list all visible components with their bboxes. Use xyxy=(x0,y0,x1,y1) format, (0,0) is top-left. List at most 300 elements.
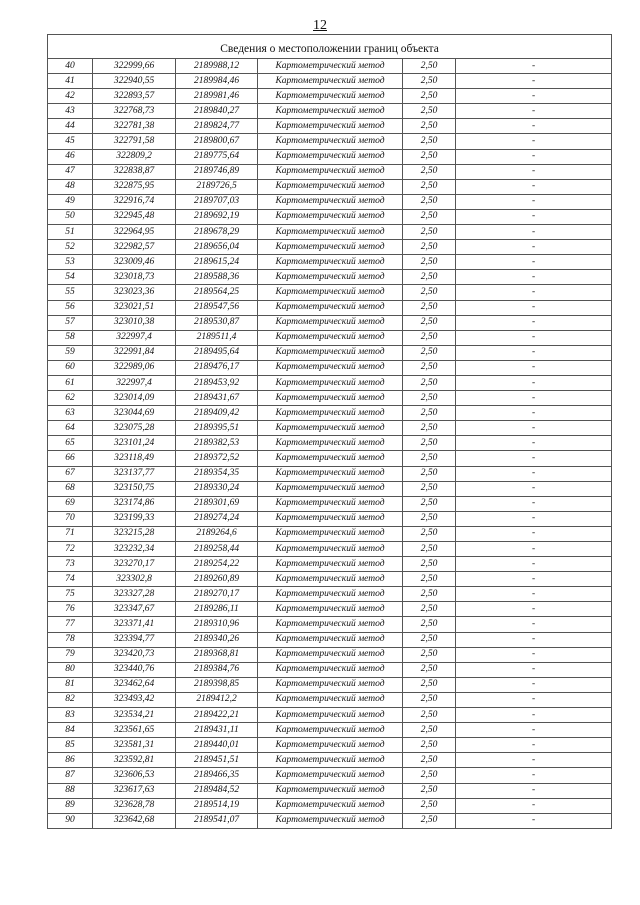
table-row xyxy=(48,496,612,511)
coord-y: 2189398,85 xyxy=(176,677,258,692)
coord-y: 2189988,12 xyxy=(176,59,258,74)
point-number: 52 xyxy=(48,240,93,255)
accuracy: 2,50 xyxy=(403,194,456,209)
coord-x: 322781,38 xyxy=(93,119,176,134)
method: Картометрический метод xyxy=(258,285,403,300)
description: - xyxy=(456,587,612,602)
method: Картометрический метод xyxy=(258,662,403,677)
point-number: 89 xyxy=(48,798,93,813)
description: - xyxy=(456,617,612,632)
point-number: 82 xyxy=(48,692,93,707)
coord-y: 2189588,36 xyxy=(176,270,258,285)
point-number: 74 xyxy=(48,572,93,587)
accuracy: 2,50 xyxy=(403,677,456,692)
accuracy: 2,50 xyxy=(403,89,456,104)
point-number: 80 xyxy=(48,662,93,677)
method: Картометрический метод xyxy=(258,692,403,707)
method: Картометрический метод xyxy=(258,179,403,194)
accuracy: 2,50 xyxy=(403,300,456,315)
table-row xyxy=(48,723,612,738)
description: - xyxy=(456,270,612,285)
accuracy: 2,50 xyxy=(403,738,456,753)
accuracy: 2,50 xyxy=(403,798,456,813)
coord-x: 323044,69 xyxy=(93,406,176,421)
point-number: 67 xyxy=(48,466,93,481)
description: - xyxy=(456,798,612,813)
accuracy: 2,50 xyxy=(403,511,456,526)
description: - xyxy=(456,315,612,330)
accuracy: 2,50 xyxy=(403,270,456,285)
method: Картометрический метод xyxy=(258,345,403,360)
description: - xyxy=(456,179,612,194)
table-row xyxy=(48,466,612,481)
coord-x: 323371,41 xyxy=(93,617,176,632)
method: Картометрический метод xyxy=(258,708,403,723)
accuracy: 2,50 xyxy=(403,164,456,179)
point-number: 41 xyxy=(48,74,93,89)
coord-y: 2189431,11 xyxy=(176,723,258,738)
point-number: 90 xyxy=(48,813,93,828)
method: Картометрический метод xyxy=(258,119,403,134)
accuracy: 2,50 xyxy=(403,360,456,375)
method: Картометрический метод xyxy=(258,74,403,89)
description: - xyxy=(456,708,612,723)
coord-x: 323101,24 xyxy=(93,436,176,451)
point-number: 40 xyxy=(48,59,93,74)
coord-x: 322999,66 xyxy=(93,59,176,74)
point-number: 42 xyxy=(48,89,93,104)
point-number: 45 xyxy=(48,134,93,149)
coord-x: 323215,28 xyxy=(93,526,176,541)
coord-x: 322916,74 xyxy=(93,194,176,209)
method: Картометрический метод xyxy=(258,632,403,647)
point-number: 46 xyxy=(48,149,93,164)
coord-x: 323440,76 xyxy=(93,662,176,677)
accuracy: 2,50 xyxy=(403,179,456,194)
method: Картометрический метод xyxy=(258,300,403,315)
coord-x: 323347,67 xyxy=(93,602,176,617)
coord-x: 322945,48 xyxy=(93,209,176,224)
table-row xyxy=(48,557,612,572)
coord-y: 2189726,5 xyxy=(176,179,258,194)
accuracy: 2,50 xyxy=(403,451,456,466)
description: - xyxy=(456,662,612,677)
coord-x: 322989,06 xyxy=(93,360,176,375)
coord-y: 2189476,17 xyxy=(176,360,258,375)
point-number: 58 xyxy=(48,330,93,345)
table-row xyxy=(48,104,612,119)
coord-x: 322997,4 xyxy=(93,375,176,390)
table-row xyxy=(48,436,612,451)
coord-x: 323561,65 xyxy=(93,723,176,738)
table-row xyxy=(48,677,612,692)
table-row xyxy=(48,391,612,406)
point-number: 86 xyxy=(48,753,93,768)
coord-x: 322791,58 xyxy=(93,134,176,149)
method: Картометрический метод xyxy=(258,209,403,224)
table-row xyxy=(48,194,612,209)
table-row xyxy=(48,74,612,89)
table-row xyxy=(48,209,612,224)
method: Картометрический метод xyxy=(258,481,403,496)
method: Картометрический метод xyxy=(258,753,403,768)
table-row xyxy=(48,662,612,677)
point-number: 65 xyxy=(48,436,93,451)
description: - xyxy=(456,164,612,179)
coord-x: 323606,53 xyxy=(93,768,176,783)
description: - xyxy=(456,74,612,89)
description: - xyxy=(456,89,612,104)
description: - xyxy=(456,285,612,300)
accuracy: 2,50 xyxy=(403,240,456,255)
point-number: 59 xyxy=(48,345,93,360)
accuracy: 2,50 xyxy=(403,587,456,602)
coord-y: 2189384,76 xyxy=(176,662,258,677)
description: - xyxy=(456,345,612,360)
accuracy: 2,50 xyxy=(403,632,456,647)
coord-y: 2189330,24 xyxy=(176,481,258,496)
accuracy: 2,50 xyxy=(403,59,456,74)
table-row xyxy=(48,451,612,466)
table-title: Сведения о местоположении границ объекта xyxy=(48,41,612,59)
description: - xyxy=(456,209,612,224)
coord-y: 2189453,92 xyxy=(176,375,258,390)
method: Картометрический метод xyxy=(258,587,403,602)
method: Картометрический метод xyxy=(258,375,403,390)
coord-y: 2189707,03 xyxy=(176,194,258,209)
accuracy: 2,50 xyxy=(403,662,456,677)
table-row xyxy=(48,406,612,421)
table-row xyxy=(48,798,612,813)
accuracy: 2,50 xyxy=(403,496,456,511)
coord-y: 2189564,25 xyxy=(176,285,258,300)
coord-x: 323628,78 xyxy=(93,798,176,813)
accuracy: 2,50 xyxy=(403,542,456,557)
accuracy: 2,50 xyxy=(403,572,456,587)
table-row xyxy=(48,300,612,315)
point-number: 76 xyxy=(48,602,93,617)
point-number: 51 xyxy=(48,225,93,240)
table-row xyxy=(48,179,612,194)
method: Картометрический метод xyxy=(258,738,403,753)
point-number: 88 xyxy=(48,783,93,798)
table-row xyxy=(48,285,612,300)
coord-y: 2189372,52 xyxy=(176,451,258,466)
method: Картометрический метод xyxy=(258,104,403,119)
method: Картометрический метод xyxy=(258,330,403,345)
point-number: 75 xyxy=(48,587,93,602)
table-row xyxy=(48,783,612,798)
table-row xyxy=(48,647,612,662)
coord-x: 323199,33 xyxy=(93,511,176,526)
table-row xyxy=(48,225,612,240)
method: Картометрический метод xyxy=(258,194,403,209)
description: - xyxy=(456,59,612,74)
description: - xyxy=(456,557,612,572)
table-row xyxy=(48,526,612,541)
table-row xyxy=(48,330,612,345)
coord-y: 2189254,22 xyxy=(176,557,258,572)
coord-y: 2189382,53 xyxy=(176,436,258,451)
coord-y: 2189466,35 xyxy=(176,768,258,783)
accuracy: 2,50 xyxy=(403,345,456,360)
coord-y: 2189301,69 xyxy=(176,496,258,511)
coord-y: 2189547,56 xyxy=(176,300,258,315)
table-row xyxy=(48,240,612,255)
coord-y: 2189409,42 xyxy=(176,406,258,421)
point-number: 85 xyxy=(48,738,93,753)
coord-y: 2189258,44 xyxy=(176,542,258,557)
description: - xyxy=(456,149,612,164)
description: - xyxy=(456,481,612,496)
table-row xyxy=(48,602,612,617)
description: - xyxy=(456,692,612,707)
method: Картометрический метод xyxy=(258,617,403,632)
coord-x: 322940,55 xyxy=(93,74,176,89)
description: - xyxy=(456,119,612,134)
coord-x: 322991,84 xyxy=(93,345,176,360)
table-row xyxy=(48,345,612,360)
method: Картометрический метод xyxy=(258,813,403,828)
accuracy: 2,50 xyxy=(403,481,456,496)
table-row xyxy=(48,692,612,707)
point-number: 60 xyxy=(48,360,93,375)
table-row xyxy=(48,149,612,164)
coord-x: 323010,38 xyxy=(93,315,176,330)
coord-y: 2189270,17 xyxy=(176,587,258,602)
method: Картометрический метод xyxy=(258,149,403,164)
boundary-coordinates-table xyxy=(47,34,612,829)
table-row xyxy=(48,360,612,375)
point-number: 83 xyxy=(48,708,93,723)
accuracy: 2,50 xyxy=(403,391,456,406)
coord-x: 323581,31 xyxy=(93,738,176,753)
coord-x: 323232,34 xyxy=(93,542,176,557)
accuracy: 2,50 xyxy=(403,692,456,707)
method: Картометрический метод xyxy=(258,723,403,738)
accuracy: 2,50 xyxy=(403,330,456,345)
accuracy: 2,50 xyxy=(403,209,456,224)
method: Картометрический метод xyxy=(258,783,403,798)
coord-x: 323150,75 xyxy=(93,481,176,496)
method: Картометрический метод xyxy=(258,391,403,406)
method: Картометрический метод xyxy=(258,436,403,451)
accuracy: 2,50 xyxy=(403,753,456,768)
accuracy: 2,50 xyxy=(403,149,456,164)
coord-x: 323394,77 xyxy=(93,632,176,647)
coord-x: 322838,87 xyxy=(93,164,176,179)
coord-x: 322982,57 xyxy=(93,240,176,255)
description: - xyxy=(456,738,612,753)
description: - xyxy=(456,406,612,421)
table-row xyxy=(48,511,612,526)
table-row xyxy=(48,255,612,270)
table-row xyxy=(48,421,612,436)
method: Картометрический метод xyxy=(258,602,403,617)
point-number: 72 xyxy=(48,542,93,557)
table-row xyxy=(48,813,612,828)
point-number: 68 xyxy=(48,481,93,496)
method: Картометрический метод xyxy=(258,572,403,587)
table-row xyxy=(48,738,612,753)
table-row xyxy=(48,708,612,723)
point-number: 84 xyxy=(48,723,93,738)
coord-y: 2189800,67 xyxy=(176,134,258,149)
accuracy: 2,50 xyxy=(403,466,456,481)
method: Картометрический метод xyxy=(258,134,403,149)
point-number: 63 xyxy=(48,406,93,421)
accuracy: 2,50 xyxy=(403,768,456,783)
method: Картометрический метод xyxy=(258,647,403,662)
coord-y: 2189530,87 xyxy=(176,315,258,330)
coord-y: 2189422,21 xyxy=(176,708,258,723)
method: Картометрический метод xyxy=(258,59,403,74)
point-number: 87 xyxy=(48,768,93,783)
description: - xyxy=(456,602,612,617)
coord-y: 2189981,46 xyxy=(176,89,258,104)
accuracy: 2,50 xyxy=(403,708,456,723)
point-number: 64 xyxy=(48,421,93,436)
table-row xyxy=(48,587,612,602)
coord-y: 2189412,2 xyxy=(176,692,258,707)
coord-y: 2189286,11 xyxy=(176,602,258,617)
coord-y: 2189274,24 xyxy=(176,511,258,526)
accuracy: 2,50 xyxy=(403,285,456,300)
coord-y: 2189310,96 xyxy=(176,617,258,632)
description: - xyxy=(456,300,612,315)
point-number: 53 xyxy=(48,255,93,270)
table-row xyxy=(48,617,612,632)
coord-y: 2189368,81 xyxy=(176,647,258,662)
point-number: 81 xyxy=(48,677,93,692)
method: Картометрический метод xyxy=(258,451,403,466)
coord-y: 2189824,77 xyxy=(176,119,258,134)
coord-x: 323009,46 xyxy=(93,255,176,270)
coord-y: 2189511,4 xyxy=(176,330,258,345)
coord-y: 2189340,26 xyxy=(176,632,258,647)
method: Картометрический метод xyxy=(258,798,403,813)
method: Картометрический метод xyxy=(258,526,403,541)
description: - xyxy=(456,391,612,406)
coord-y: 2189984,46 xyxy=(176,74,258,89)
page-number: 12 xyxy=(313,18,327,33)
description: - xyxy=(456,677,612,692)
description: - xyxy=(456,240,612,255)
method: Картометрический метод xyxy=(258,421,403,436)
point-number: 50 xyxy=(48,209,93,224)
table-row xyxy=(48,59,612,74)
point-number: 78 xyxy=(48,632,93,647)
table-row xyxy=(48,315,612,330)
method: Картометрический метод xyxy=(258,496,403,511)
point-number: 56 xyxy=(48,300,93,315)
coord-x: 323420,73 xyxy=(93,647,176,662)
description: - xyxy=(456,360,612,375)
description: - xyxy=(456,526,612,541)
table-row xyxy=(48,134,612,149)
description: - xyxy=(456,632,612,647)
description: - xyxy=(456,375,612,390)
coord-x: 323023,36 xyxy=(93,285,176,300)
coord-y: 2189775,64 xyxy=(176,149,258,164)
point-number: 66 xyxy=(48,451,93,466)
point-number: 55 xyxy=(48,285,93,300)
description: - xyxy=(456,421,612,436)
coord-x: 323270,17 xyxy=(93,557,176,572)
coord-y: 2189440,01 xyxy=(176,738,258,753)
accuracy: 2,50 xyxy=(403,225,456,240)
point-number: 44 xyxy=(48,119,93,134)
description: - xyxy=(456,496,612,511)
coord-y: 2189260,89 xyxy=(176,572,258,587)
coord-x: 322964,95 xyxy=(93,225,176,240)
point-number: 57 xyxy=(48,315,93,330)
coord-y: 2189395,51 xyxy=(176,421,258,436)
table-row xyxy=(48,632,612,647)
coord-x: 322768,73 xyxy=(93,104,176,119)
description: - xyxy=(456,768,612,783)
coord-x: 323014,09 xyxy=(93,391,176,406)
coord-y: 2189656,04 xyxy=(176,240,258,255)
coord-x: 323592,81 xyxy=(93,753,176,768)
method: Картометрический метод xyxy=(258,89,403,104)
coord-x: 323302,8 xyxy=(93,572,176,587)
table-row xyxy=(48,768,612,783)
accuracy: 2,50 xyxy=(403,526,456,541)
description: - xyxy=(456,451,612,466)
coord-y: 2189264,6 xyxy=(176,526,258,541)
coord-y: 2189431,67 xyxy=(176,391,258,406)
description: - xyxy=(456,330,612,345)
accuracy: 2,50 xyxy=(403,647,456,662)
table-row xyxy=(48,270,612,285)
accuracy: 2,50 xyxy=(403,406,456,421)
method: Картометрический метод xyxy=(258,270,403,285)
coord-x: 322875,95 xyxy=(93,179,176,194)
coord-x: 323018,73 xyxy=(93,270,176,285)
description: - xyxy=(456,647,612,662)
method: Картометрический метод xyxy=(258,406,403,421)
coord-x: 323493,42 xyxy=(93,692,176,707)
table-row xyxy=(48,481,612,496)
description: - xyxy=(456,753,612,768)
accuracy: 2,50 xyxy=(403,315,456,330)
point-number: 62 xyxy=(48,391,93,406)
coord-x: 323617,63 xyxy=(93,783,176,798)
coord-x: 322997,4 xyxy=(93,330,176,345)
description: - xyxy=(456,511,612,526)
coord-y: 2189495,64 xyxy=(176,345,258,360)
method: Картометрический метод xyxy=(258,466,403,481)
point-number: 77 xyxy=(48,617,93,632)
point-number: 61 xyxy=(48,375,93,390)
coord-y: 2189451,51 xyxy=(176,753,258,768)
coord-y: 2189615,24 xyxy=(176,255,258,270)
point-number: 73 xyxy=(48,557,93,572)
table-row xyxy=(48,89,612,104)
point-number: 71 xyxy=(48,526,93,541)
coord-y: 2189354,35 xyxy=(176,466,258,481)
accuracy: 2,50 xyxy=(403,617,456,632)
method: Картометрический метод xyxy=(258,240,403,255)
coord-y: 2189678,29 xyxy=(176,225,258,240)
method: Картометрический метод xyxy=(258,542,403,557)
accuracy: 2,50 xyxy=(403,104,456,119)
table-row xyxy=(48,542,612,557)
method: Картометрический метод xyxy=(258,768,403,783)
description: - xyxy=(456,225,612,240)
point-number: 47 xyxy=(48,164,93,179)
